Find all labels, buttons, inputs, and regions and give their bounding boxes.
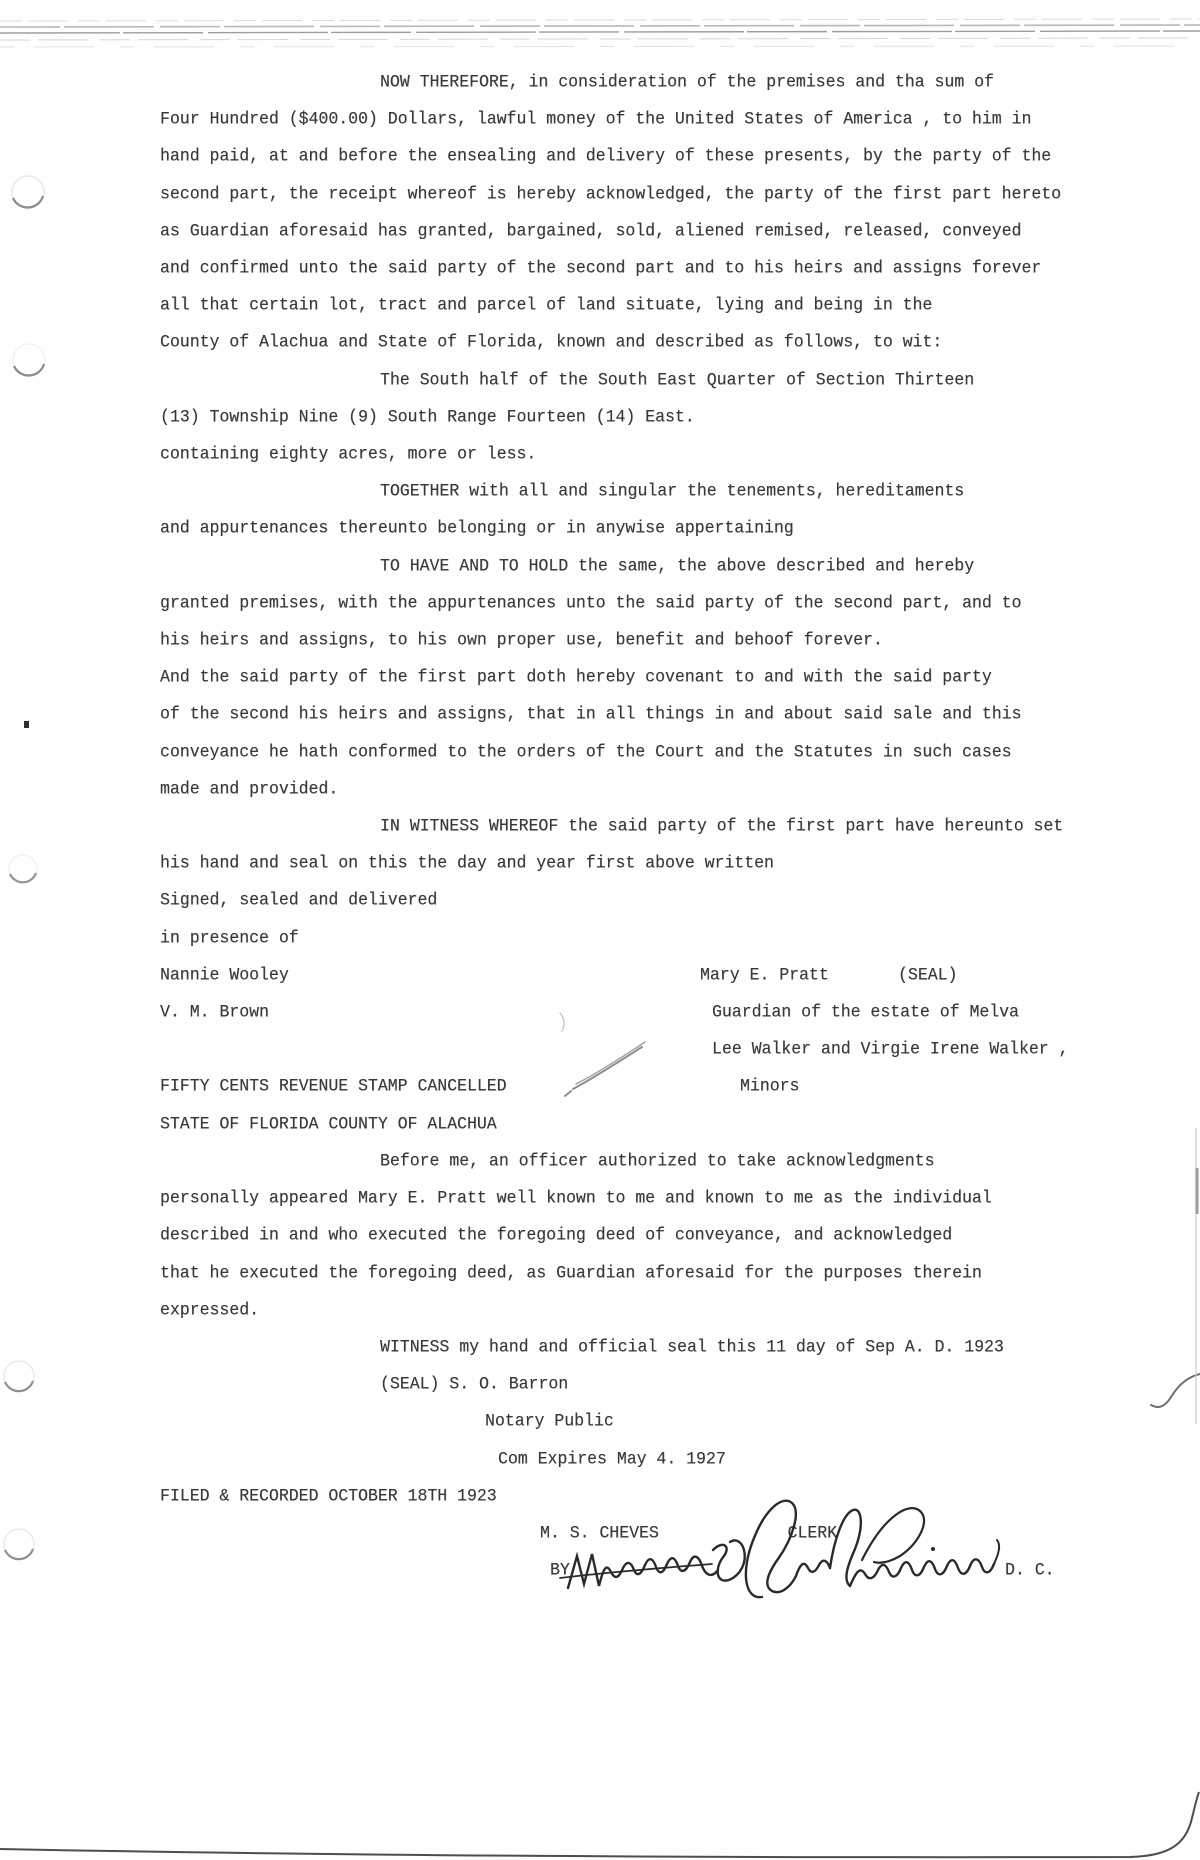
document-line-text: TOGETHER with all and singular the tenements, hereditaments [380, 480, 965, 501]
pen-checkmark [1151, 1374, 1200, 1407]
document-line-text: M. S. CHEVES CLERK [540, 1522, 838, 1543]
document-line-text: expressed. [160, 1298, 260, 1320]
document-line-text: Notary Public [485, 1410, 614, 1432]
document-line-right-text: Minors [740, 1075, 800, 1097]
document-line-text: that he executed the foregoing deed, as Guardian aforesaid for the purposes therein [160, 1261, 982, 1283]
stamp-cancellation-stroke [560, 1013, 645, 1096]
document-line-text: conveyance he hath conformed to the orders of the Court and the Statutes in such cases [160, 740, 1012, 762]
clerk-signature [560, 1501, 999, 1598]
document-line-text: Before me, an officer authorized to take acknowledgments [380, 1150, 935, 1171]
document-line-text: and confirmed unto the said party of the second part and to his heirs and assigns forever [160, 257, 1042, 278]
page-bottom-edge [0, 1792, 1199, 1857]
document-line-text: BY [550, 1559, 570, 1580]
document-line-text: in presence of [160, 926, 299, 948]
document-line-right-text: D. C. [1005, 1559, 1055, 1580]
document-line-text: as Guardian aforesaid has granted, bargained, sold, aliened remised, released, conveyed [160, 220, 1022, 241]
document-line-text: And the said party of the first part doth hereby covenant to and with the said party [160, 666, 992, 688]
document-line-text: containing eighty acres, more or less. [160, 443, 537, 464]
document-line-text: described in and who executed the foregoing deed of conveyance, and acknowledged [160, 1224, 953, 1246]
scan-noise-band [0, 19, 1200, 47]
document-line-text: of the second his heirs and assigns, that in all things in and about said sale and this [160, 703, 1022, 725]
document-line-right-text: Lee Walker and Virgie Irene Walker , [712, 1038, 1069, 1060]
document-line-text: all that certain lot, tract and parcel of land situate, lying and being in the [160, 294, 933, 315]
document-line-text: TO HAVE AND TO HOLD the same, the above described and hereby [380, 554, 975, 576]
document-line-text: his heirs and assigns, to his own proper use, benefit and behoof forever. [160, 629, 883, 650]
document-line-text: Signed, sealed and delivered [160, 889, 438, 911]
document-line-text: (SEAL) S. O. Barron [380, 1373, 569, 1394]
document-line-text: The South half of the South East Quarter of Section Thirteen [380, 368, 975, 390]
margin-pen-marks [4, 176, 45, 1559]
document-line-text: made and provided. [160, 778, 339, 799]
margin-ink-dot [24, 721, 29, 728]
document-line-text: STATE OF FLORIDA COUNTY OF ALACHUA [160, 1112, 497, 1134]
document-line-text: WITNESS my hand and official seal this 11 day of Sep A. D. 1923 [380, 1336, 1004, 1357]
document-line-text: NOW THEREFORE, in consideration of the premises and tha sum of [380, 71, 994, 92]
document-line-text: IN WITNESS WHEREOF the said party of the first part have hereunto set [380, 815, 1064, 836]
document-line-right-text: Mary E. Pratt (SEAL) [700, 964, 958, 985]
document-line-text: Four Hundred ($400.00) Dollars, lawful money of the United States of America , to him in [160, 108, 1032, 129]
document-line-text: FIFTY CENTS REVENUE STAMP CANCELLED [160, 1075, 507, 1097]
document-line-text: hand paid, at and before the ensealing and delivery of these presents, by the party of the [160, 145, 1052, 167]
document-line-text: Nannie Wooley [160, 964, 289, 985]
document-line-text: Com Expires May 4. 1927 [498, 1447, 726, 1469]
document-line-text: FILED & RECORDED OCTOBER 18TH 1923 [160, 1484, 497, 1506]
document-line-text: second part, the receipt whereof is hereby acknowledged, the party of the first part hereto [160, 182, 1062, 204]
document-line-text: granted premises, with the appurtenances unto the said party of the second part, and to [160, 592, 1022, 613]
document-line-text: V. M. Brown [160, 1001, 269, 1022]
document-line-text: his hand and seal on this the day and year first above written [160, 852, 774, 874]
document-line-text: personally appeared Mary E. Pratt well known to me and known to me as the individual [160, 1187, 992, 1208]
document-line-text: (13) Township Nine (9) South Range Fourteen (14) East. [160, 406, 695, 427]
document-line-text: County of Alachua and State of Florida, known and described as follows, to wit: [160, 331, 943, 353]
document-line-text: and appurtenances thereunto belonging or in anywise appertaining [160, 517, 794, 539]
document-line-right-text: Guardian of the estate of Melva [712, 1001, 1019, 1022]
